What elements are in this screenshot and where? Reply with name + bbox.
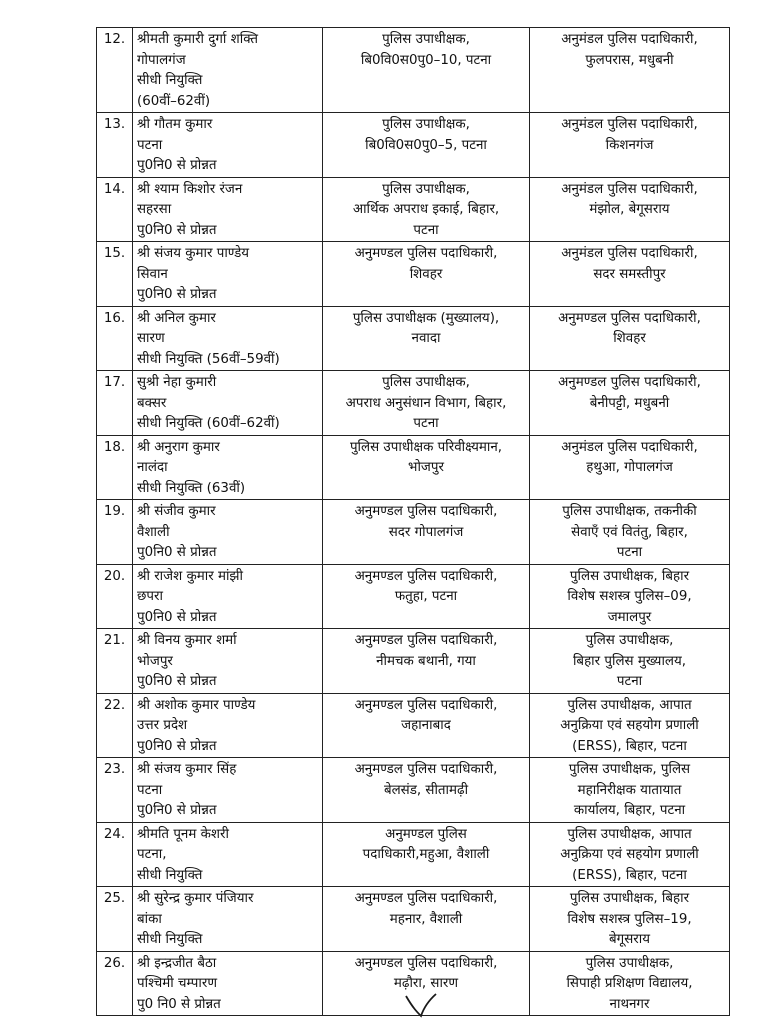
home-district: बांका — [137, 911, 162, 927]
table-row — [97, 177, 730, 242]
officer-name: श्री राजेश कुमार मांझी — [137, 568, 244, 584]
serial-number: 15. — [97, 242, 133, 307]
appointment-mode: पु0नि0 से प्रोन्नत — [137, 222, 217, 238]
table-row — [97, 242, 730, 307]
current-posting: अनुमण्डल पुलिस पदाधिकारी, बेलसंड, सीतामढ़ी — [323, 758, 530, 823]
appointment-mode: सीधी नियुक्ति (56वीं–59वीं) — [137, 351, 280, 367]
table-row — [97, 887, 730, 952]
new-posting: पुलिस उपाधीक्षक, बिहार विशेष सशस्त्र पुलिस–19, बेगूसराय — [530, 887, 730, 952]
new-posting: पुलिस उपाधीक्षक, आपात अनुक्रिया एवं सहयोग प्रणाली (ERSS), बिहार, पटना — [530, 693, 730, 758]
officer-name: श्री गौतम कुमार — [137, 117, 213, 132]
appointment-mode: पु0नि0 से प्रोन्नत — [137, 738, 217, 754]
table-row — [97, 693, 730, 758]
table-row — [97, 629, 730, 694]
table-row — [97, 371, 730, 436]
current-posting: अनुमण्डल पुलिस पदाधिकारी, नीमचक बथानी, गया — [323, 629, 530, 694]
officer-cell — [133, 887, 323, 952]
appointment-mode: पु0 नि0 से प्रोन्नत — [137, 996, 221, 1012]
officer-name: श्री सुरेन्द्र कुमार पंजियार — [137, 891, 254, 906]
home-district: उत्तर प्रदेश — [137, 718, 188, 733]
officer-cell — [133, 371, 323, 436]
officer-name: श्री संजय कुमार पाण्डेय — [137, 246, 250, 261]
table-row — [97, 758, 730, 823]
officer-cell — [133, 113, 323, 178]
officer-cell — [133, 693, 323, 758]
serial-number: 16. — [97, 306, 133, 371]
serial-number: 13. — [97, 113, 133, 178]
officer-name: श्री विनय कुमार शर्मा — [137, 633, 237, 648]
current-posting: पुलिस उपाधीक्षक (मुख्यालय), नवादा — [323, 306, 530, 371]
officer-name: श्री अनिल कुमार — [137, 310, 216, 326]
serial-number: 12. — [97, 28, 133, 113]
current-posting: अनुमण्डल पुलिस पदाधिकारी, महनार, वैशाली — [323, 887, 530, 952]
officer-name: श्री श्याम किशोर रंजन — [137, 181, 243, 197]
officer-cell — [133, 28, 323, 113]
home-district: पटना — [137, 782, 163, 798]
officer-name: श्रीमति पूनम केशरी — [137, 826, 229, 842]
officer-cell — [133, 242, 323, 307]
current-posting: अनुमण्डल पुलिस पदाधिकारी,महुआ, वैशाली — [323, 822, 530, 887]
serial-number: 20. — [97, 564, 133, 629]
home-district: पश्चिमी चम्पारण — [137, 976, 218, 991]
current-posting: पुलिस उपाधीक्षक, बि0वि0स0पु0–5, पटना — [323, 113, 530, 178]
home-district: गोपालगंज — [137, 52, 186, 68]
officer-cell — [133, 435, 323, 500]
new-posting: अनुमंडल पुलिस पदाधिकारी, किशनगंज — [530, 113, 730, 178]
new-posting: पुलिस उपाधीक्षक, पुलिस महानिरीक्षक यातायात कार्यालय, बिहार, पटना — [530, 758, 730, 823]
signature-mark — [403, 992, 439, 1018]
current-posting: अनुमण्डल पुलिस पदाधिकारी, शिवहर — [323, 242, 530, 307]
new-posting: पुलिस उपाधीक्षक, बिहार पुलिस मुख्यालय, पटना — [530, 629, 730, 694]
serial-number: 22. — [97, 693, 133, 758]
officer-name: श्री संजय कुमार सिंह — [137, 762, 237, 777]
home-district: छपरा — [137, 589, 163, 604]
officer-name: श्रीमती कुमारी दुर्गा शक्ति — [137, 32, 259, 47]
new-posting: पुलिस उपाधीक्षक, बिहार विशेष सशस्त्र पुलिस–09, जमालपुर — [530, 564, 730, 629]
home-district: पटना — [137, 137, 163, 153]
current-posting: अनुमण्डल पुलिस पदाधिकारी, मढ़ौरा, सारण — [323, 951, 530, 1016]
new-posting: अनुमंडल पुलिस पदाधिकारी, सदर समस्तीपुर — [530, 242, 730, 307]
officer-cell — [133, 306, 323, 371]
new-posting: अनुमंडल पुलिस पदाधिकारी, मंझोल, बेगूसराय — [530, 177, 730, 242]
appointment-mode: सीधी नियुक्ति — [137, 73, 203, 88]
serial-number: 21. — [97, 629, 133, 694]
appointment-mode: पु0नि0 से प्रोन्नत — [137, 803, 217, 818]
table-row — [97, 113, 730, 178]
home-district: सारण — [137, 331, 165, 346]
serial-number: 18. — [97, 435, 133, 500]
current-posting: अनुमण्डल पुलिस पदाधिकारी, सदर गोपालगंज — [323, 500, 530, 565]
table-row — [97, 435, 730, 500]
officer-name: श्री अनुराग कुमार — [137, 439, 220, 455]
officer-cell — [133, 500, 323, 565]
appointment-mode: पु0नि0 से प्रोन्नत — [137, 158, 217, 173]
officer-name: श्री इन्द्रजीत बैठा — [137, 955, 217, 971]
new-posting: पुलिस उपाधीक्षक, सिपाही प्रशिक्षण विद्यालय, नाथनगर — [530, 951, 730, 1016]
new-posting: पुलिस उपाधीक्षक, तकनीकी सेवाएँ एवं वितंतु, बिहार, पटना — [530, 500, 730, 565]
serial-number: 14. — [97, 177, 133, 242]
new-posting: अनुमंडल पुलिस पदाधिकारी, फुलपरास, मधुबनी — [530, 28, 730, 113]
home-district: सिवान — [137, 266, 168, 282]
serial-number: 24. — [97, 822, 133, 887]
appointment-mode: सीधी नियुक्ति — [137, 932, 203, 947]
officer-name: श्री संजीव कुमार — [137, 504, 216, 519]
current-posting: पुलिस उपाधीक्षक परिवीक्ष्यमान, भोजपुर — [323, 435, 530, 500]
appointment-mode: सीधी नियुक्ति — [137, 867, 203, 883]
officer-name: श्री अशोक कुमार पाण्डेय — [137, 697, 256, 713]
appointment-mode: पु0नि0 से प्रोन्नत — [137, 545, 217, 560]
new-posting: अनुमंडल पुलिस पदाधिकारी, हथुआ, गोपालगंज — [530, 435, 730, 500]
current-posting: अनुमण्डल पुलिस पदाधिकारी, फतुहा, पटना — [323, 564, 530, 629]
appointment-mode: पु0नि0 से प्रोन्नत — [137, 674, 217, 689]
serial-number: 26. — [97, 951, 133, 1016]
new-posting: अनुमण्डल पुलिस पदाधिकारी, शिवहर — [530, 306, 730, 371]
home-district: पटना, — [137, 847, 167, 862]
appointment-mode: सीधी नियुक्ति (60वीं–62वीं) — [137, 416, 280, 431]
appointment-mode: पु0नि0 से प्रोन्नत — [137, 287, 217, 302]
officer-cell — [133, 758, 323, 823]
home-district: बक्सर — [137, 395, 167, 411]
batch: (60वीं–62वीं) — [137, 93, 211, 109]
officer-cell — [133, 177, 323, 242]
home-district: वैशाली — [137, 524, 170, 540]
current-posting: अनुमण्डल पुलिस पदाधिकारी, जहानाबाद — [323, 693, 530, 758]
table-row — [97, 822, 730, 887]
table-row — [97, 306, 730, 371]
home-district: भोजपुर — [137, 653, 173, 669]
officer-cell — [133, 822, 323, 887]
current-posting: पुलिस उपाधीक्षक, आर्थिक अपराध इकाई, बिहार, पटना — [323, 177, 530, 242]
home-district: सहरसा — [137, 202, 172, 217]
officer-cell — [133, 951, 323, 1016]
table-row — [97, 564, 730, 629]
serial-number: 25. — [97, 887, 133, 952]
new-posting: अनुमण्डल पुलिस पदाधिकारी, बेनीपट्टी, मधुबनी — [530, 371, 730, 436]
current-posting: पुलिस उपाधीक्षक, बि0वि0स0पु0–10, पटना — [323, 28, 530, 113]
appointment-mode: पु0नि0 से प्रोन्नत — [137, 609, 217, 625]
home-district: नालंदा — [137, 460, 168, 475]
serial-number: 23. — [97, 758, 133, 823]
officer-name: सुश्री नेहा कुमारी — [137, 375, 217, 390]
officer-cell — [133, 564, 323, 629]
serial-number: 17. — [97, 371, 133, 436]
serial-number: 19. — [97, 500, 133, 565]
officer-cell — [133, 629, 323, 694]
table-row — [97, 28, 730, 113]
current-posting: पुलिस उपाधीक्षक, अपराध अनुसंधान विभाग, बिहार, पटना — [323, 371, 530, 436]
appointment-mode: सीधी नियुक्ति (63वीं) — [137, 480, 246, 496]
transfer-table — [96, 27, 730, 1016]
new-posting: पुलिस उपाधीक्षक, आपात अनुक्रिया एवं सहयोग प्रणाली (ERSS), बिहार, पटना — [530, 822, 730, 887]
table-row — [97, 500, 730, 565]
